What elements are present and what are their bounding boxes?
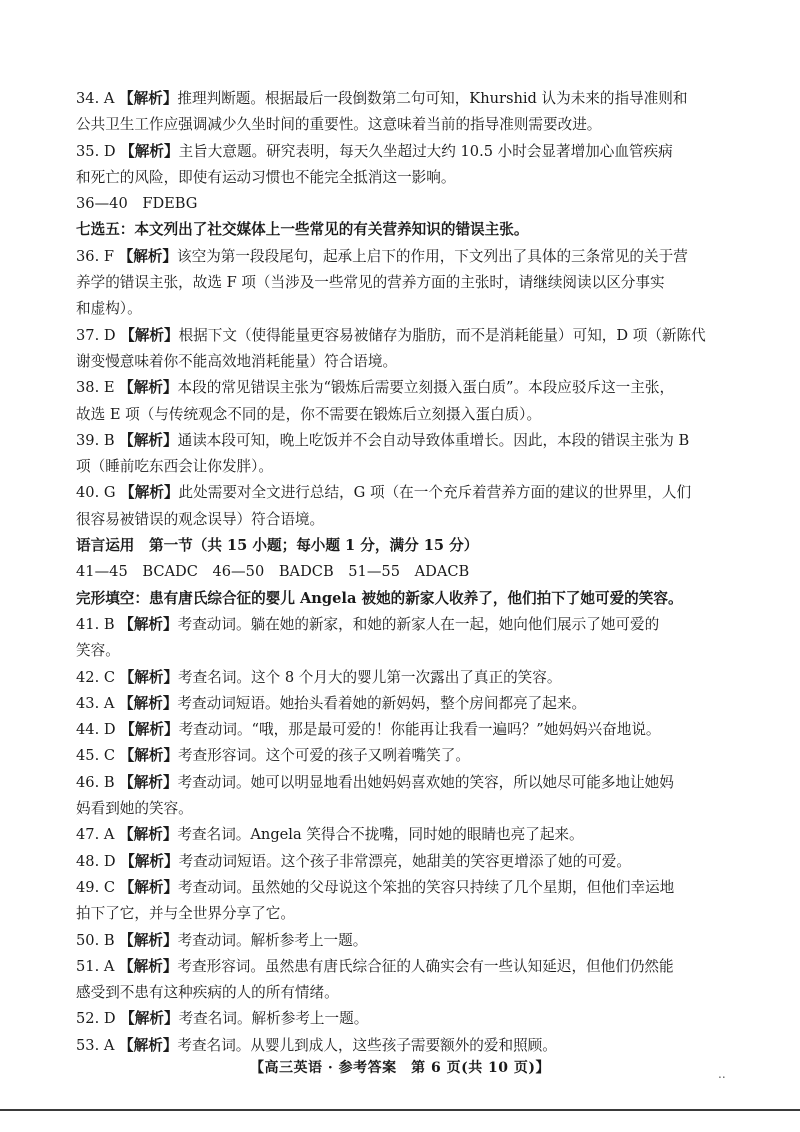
section-heading-line: 语言运用 第一节（共 15 小题；每小题 1 分，满分 15 分） (76, 537, 479, 555)
analysis-tag: 【解析】 (118, 247, 178, 265)
analysis-tag: 【解析】 (120, 1010, 179, 1028)
text-line: 43. A 【解析】考查动词短语。她抬头看着她的新妈妈，整个房间都亮了起来。 (76, 694, 587, 712)
text-line: 41—45 BCADC 46—50 BADCB 51—55 ADACB (76, 563, 470, 581)
text-line: 48. D 【解析】考查动词短语。这个孩子非常漂亮，她甜美的笑容更增添了她的可爱。 (76, 852, 631, 870)
text-line: 39. B 【解析】通读本段可知，晚上吃饭并不会自动导致体重增长。因此，本段的错误主张为 B (76, 431, 690, 449)
text-line: 35. D 【解析】主旨大意题。研究表明，每天久坐超过大约 10.5 小时会显著增加心血管疾病 (76, 142, 673, 160)
text-line: 养学的错误主张，故选 F 项（当涉及一些常见的营养方面的主张时，请继续阅读以区分事实 (76, 274, 665, 292)
text-line: 52. D 【解析】考查名词。解析参考上一题。 (76, 1010, 369, 1028)
text-line: 很容易被错误的观念误导）符合语境。 (76, 510, 325, 528)
analysis-tag: 【解析】 (119, 826, 178, 844)
text-line: 53. A 【解析】考查名词。从婴儿到成人，这些孩子需要额外的爱和照顾。 (76, 1036, 557, 1054)
analysis-tag: 【解析】 (120, 142, 179, 160)
analysis-tag: 【解析】 (119, 957, 178, 975)
analysis-tag: 【解析】 (119, 878, 179, 896)
text-line: 和虚构）。 (76, 300, 142, 318)
analysis-tag: 【解析】 (120, 326, 179, 344)
text-line: 公共卫生工作应强调减少久坐时间的重要性。这意味着当前的指导准则需要改进。 (76, 116, 602, 134)
analysis-tag: 【解析】 (119, 431, 178, 449)
analysis-tag: 【解析】 (119, 694, 178, 712)
analysis-tag: 【解析】 (120, 721, 179, 739)
analysis-tag: 【解析】 (119, 379, 178, 397)
text-line: 38. E 【解析】本段的常见错误主张为“锻炼后需要立刻摄入蛋白质”。本段应驳斥这一主张， (76, 379, 675, 397)
text-line: 49. C 【解析】考查动词。虽然她的父母说这个笨拙的笑容只持续了几个星期，但他们幸运地 (76, 878, 675, 896)
bottom-rule (0, 1109, 800, 1111)
analysis-tag: 【解析】 (119, 1036, 178, 1054)
answer-key-content (76, 86, 748, 1059)
text-line: 和死亡的风险，即使有运动习惯也不能完全抵消这一影响。 (76, 168, 456, 186)
section-heading-line: 完形填空：患有唐氏综合征的婴儿 Angela 被她的新家人收养了，他们拍下了她可爱的笑容。 (76, 589, 683, 607)
text-line: 拍下了它，并与全世界分享了它。 (76, 905, 295, 923)
text-line: 36. F 【解析】该空为第一段段尾句，起承上启下的作用，下文列出了具体的三条常见的关于营 (76, 247, 688, 265)
page-footer: 【高三英语 · 参考答案 第 6 页(共 10 页)】 (249, 1060, 551, 1076)
text-line: 47. A 【解析】考查名词。Angela 笑得合不拢嘴，同时她的眼睛也亮了起来。 (76, 826, 584, 844)
text-line: 34. A 【解析】推理判断题。根据最后一段倒数第二句可知，Khurshid 认为未来的指导准则和 (76, 90, 688, 107)
analysis-tag: 【解析】 (120, 484, 179, 502)
analysis-tag: 【解析】 (119, 668, 179, 686)
text-line: 项（睡前吃东西会让你发胖）。 (76, 458, 274, 476)
text-line: 50. B 【解析】考查动词。解析参考上一题。 (76, 931, 368, 949)
text-line: 40. G 【解析】此处需要对全文进行总结，G 项（在一个充斥着营养方面的建议的世界里，人们 (76, 484, 692, 502)
analysis-tag: 【解析】 (119, 90, 178, 107)
analysis-tag: 【解析】 (119, 773, 178, 791)
text-line: 42. C 【解析】考查名词。这个 8 个月大的婴儿第一次露出了真正的笑容。 (76, 668, 562, 686)
text-line: 妈看到她的笑容。 (76, 800, 193, 818)
text-line: 谢变慢意味着你不能高效地消耗能量）符合语境。 (76, 352, 398, 370)
text-line: 故选 E 项（与传统观念不同的是，你不需要在锻炼后立刻摄入蛋白质）。 (76, 405, 542, 423)
corner-mark: .. (718, 1067, 726, 1081)
text-line: 感受到不患有这种疾病的人的所有情绪。 (76, 984, 339, 1002)
text-line: 45. C 【解析】考查形容词。这个可爱的孩子又咧着嘴笑了。 (76, 747, 470, 765)
section-heading-line: 七选五：本文列出了社交媒体上一些常见的有关营养知识的错误主张。 (76, 221, 529, 239)
analysis-tag: 【解析】 (119, 615, 178, 633)
text-line: 41. B 【解析】考查动词。躺在她的新家，和她的新家人在一起，她向他们展示了她可爱的 (76, 615, 660, 633)
analysis-tag: 【解析】 (119, 747, 179, 765)
analysis-tag: 【解析】 (120, 852, 179, 870)
text-line: 笑容。 (76, 642, 120, 660)
analysis-tag: 【解析】 (119, 931, 178, 949)
text-line: 51. A 【解析】考查形容词。虽然患有唐氏综合征的人确实会有一些认知延迟，但他们仍然能 (76, 957, 674, 975)
text-line: 46. B 【解析】考查动词。她可以明显地看出她妈妈喜欢她的笑容，所以她尽可能多地让她妈 (76, 773, 674, 791)
text-line: 36—40 FDEBG (76, 195, 198, 213)
text-line: 44. D 【解析】考查动词。“哦，那是最可爱的！你能再让我看一遍吗？”她妈妈兴奋地说。 (76, 721, 661, 739)
text-line: 37. D 【解析】根据下文（使得能量更容易被储存为脂肪，而不是消耗能量）可知，D 项（新陈代 (76, 326, 706, 344)
